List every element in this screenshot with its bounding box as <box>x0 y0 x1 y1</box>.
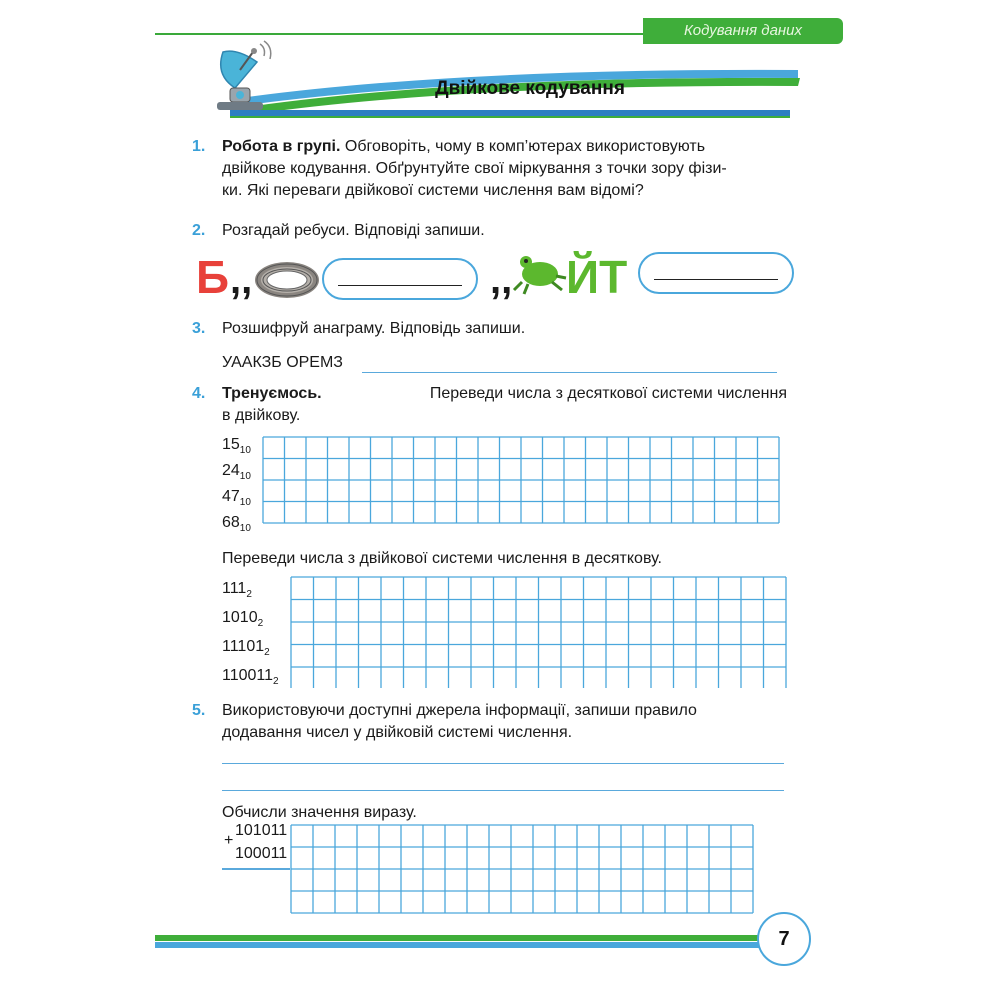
task-1-line1: Обговоріть, чому в комп’ютерах використовують <box>344 138 706 155</box>
task-4-line1: Переведи числа з десяткової системи числення <box>429 385 787 402</box>
answer-line[interactable] <box>362 372 777 373</box>
task-1-text <box>222 136 787 202</box>
task-number: 4. <box>192 385 206 402</box>
binary-number: $1010_2$ <box>222 609 264 630</box>
task-2-text: Розгадай ребуси. Відповіді запиши. <box>222 222 485 239</box>
decimal-number: $15_{10}$ <box>222 436 251 457</box>
rebus-letters: ЙТ <box>566 251 628 303</box>
answer-line[interactable] <box>222 790 784 791</box>
decimal-number: $24_{10}$ <box>222 462 251 483</box>
task-number: 5. <box>192 702 206 719</box>
section-tab: Кодування даних <box>643 18 843 44</box>
page-number: 7 <box>757 912 811 966</box>
task-1-line2: двійкове кодування. Обґрунтуйте свої міркування з точки зору фізи- <box>222 160 727 177</box>
task-5-line2: додавання чисел у двійковій системі числення. <box>222 724 573 741</box>
header-rule <box>155 33 645 35</box>
task-4-subtext: Переведи числа з двійкової системи числення в десяткову. <box>222 550 662 567</box>
plus-sign: + <box>224 832 234 849</box>
task-1-line3: ки. Які переваги двійкової системи числення вам відомі? <box>222 182 644 199</box>
task-number: 3. <box>192 320 206 337</box>
sum-line <box>222 868 290 870</box>
answer-line[interactable] <box>222 763 784 764</box>
task-5-text <box>222 700 787 744</box>
binary-number: $111_2$ <box>222 580 252 601</box>
answer-field[interactable] <box>638 252 794 294</box>
task-number: 1. <box>192 138 206 155</box>
decimal-number: $47_{10}$ <box>222 488 251 509</box>
rebus-letter: Б <box>196 251 230 303</box>
rebus-comma: ,, <box>230 258 253 302</box>
task-3-text: Розшифруй анаграму. Відповідь запиши. <box>222 320 526 337</box>
binary-number: $110011_2$ <box>222 667 279 688</box>
frog-icon <box>512 248 568 296</box>
task-4-line2: в двійкову. <box>222 407 301 424</box>
footer-bar <box>155 935 765 951</box>
task-5-subtext: Обчисли значення виразу. <box>222 804 417 821</box>
page-title: Двійкове кодування <box>435 78 625 99</box>
satellite-dish-icon <box>205 40 275 115</box>
task-4-bold: Тренуємось. <box>222 385 322 402</box>
anagram: УААКЗБ ОРЕМЗ <box>222 354 343 371</box>
rebus-comma: ,, <box>490 258 513 302</box>
addend-b: 100011 <box>235 845 288 862</box>
wire-coil-icon <box>252 256 322 302</box>
answer-grid-sum[interactable] <box>290 824 760 918</box>
task-5-line1: Використовуючи доступні джерела інформації, запиши правило <box>222 702 697 719</box>
task-number: 2. <box>192 222 206 239</box>
decimal-number: $68_{10}$ <box>222 514 251 535</box>
answer-grid-binary[interactable] <box>290 576 790 688</box>
answer-grid-decimal[interactable] <box>262 436 788 528</box>
answer-field[interactable] <box>322 258 478 300</box>
addend-a: 101011 <box>235 822 288 839</box>
binary-number: $11101_2$ <box>222 638 270 659</box>
task-4-text <box>222 383 787 427</box>
task-1-bold: Робота в групі. <box>222 138 341 155</box>
